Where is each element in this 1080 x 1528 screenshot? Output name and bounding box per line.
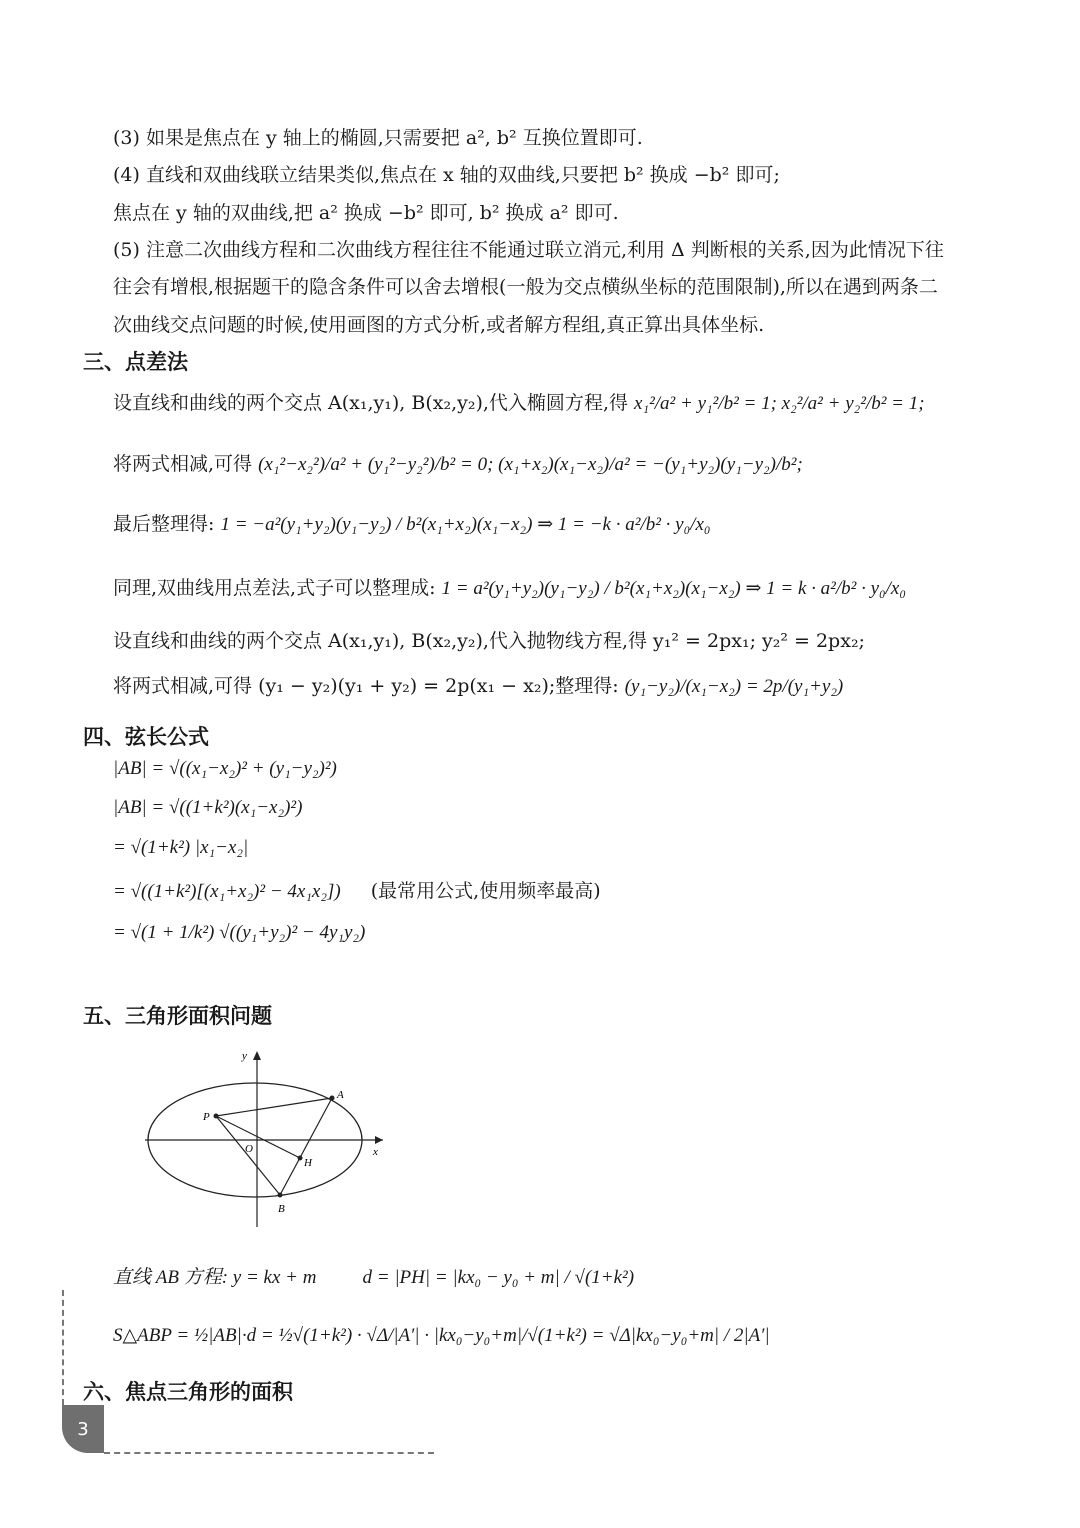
paragraph-4b: 焦点在 y 轴的双曲线,把 a² 换成 −b² 即可, b² 换成 a² 即可. <box>113 202 619 224</box>
label-O: O <box>245 1143 253 1155</box>
point-diff-line-4 <box>113 575 906 602</box>
point-diff-line-6-text: 将两式相减,可得 (y₁ − y₂)(y₁ + y₂) = 2p(x₁ − x₂);整理得: <box>113 675 619 697</box>
point-diff-line-1-text: 设直线和曲线的两个交点 A(x₁,y₁), B(x₂,y₂),代入椭圆方程,得 <box>113 392 628 414</box>
point-P <box>214 1114 219 1119</box>
label-B: B <box>278 1203 285 1215</box>
page-border-dashed-vertical <box>62 1290 64 1405</box>
area-formula: S△ABP = ½|AB|·d = ½√(1+k²) · √Δ/|A′| · |kx₀−y₀+m|/√(1+k²) = √Δ|kx₀−y₀+m| / 2|A′| <box>113 1325 770 1346</box>
chord-formula-5: = √(1 + 1/k²) √((y₁+y₂)² − 4y₁y₂) <box>113 922 366 943</box>
segment-PH <box>216 1116 300 1158</box>
label-P: P <box>203 1111 210 1123</box>
point-diff-line-2-text: 将两式相减,可得 <box>113 453 253 475</box>
chord-formula-2: |AB| = √((1+k²)(x₁−x₂)²) <box>113 797 303 818</box>
label-y: y <box>242 1050 247 1062</box>
point-diff-line-1-eq: x₁²/a² + y₁²/b² = 1; x₂²/a² + y₂²/b² = 1; <box>634 393 925 414</box>
paragraph-4a: (4) 直线和双曲线联立结果类似,焦点在 x 轴的双曲线,只要把 b² 换成 −b² 即可; <box>113 164 780 186</box>
point-diff-line-2-eq: (x₁²−x₂²)/a² + (y₁²−y₂²)/b² = 0; (x₁+x₂)(x₁−x₂)/a² = −(y₁+y₂)(y₁−y₂)/b²; <box>258 454 803 475</box>
chord-formula-4-note: (最常用公式,使用频率最高) <box>370 880 601 902</box>
point-diff-line-3 <box>113 511 711 538</box>
page-number: 3 <box>62 1405 104 1453</box>
x-axis-arrow <box>375 1136 383 1144</box>
ellipse-figure <box>140 1045 390 1230</box>
label-H: H <box>304 1157 312 1169</box>
point-B <box>278 1193 283 1198</box>
segment-PA <box>216 1098 332 1116</box>
distance-equation: d = |PH| = |kx₀ − y₀ + m| / √(1+k²) <box>362 1267 635 1288</box>
point-diff-line-2 <box>113 451 803 478</box>
y-axis-arrow <box>253 1051 261 1060</box>
section-heading-focal-triangle-area: 六、焦点三角形的面积 <box>83 1380 293 1404</box>
point-diff-line-4-text: 同理,双曲线用点差法,式子可以整理成: <box>113 577 436 599</box>
point-diff-line-4-eq: 1 = a²(y₁+y₂)(y₁−y₂) / b²(x₁+x₂)(x₁−x₂) ⇒ 1 = k · a²/b² · y₀/x₀ <box>441 578 906 599</box>
point-diff-line-6 <box>113 673 843 700</box>
section-heading-triangle-area: 五、三角形面积问题 <box>83 1004 272 1028</box>
paragraph-5b: 往会有增根,根据题干的隐含条件可以舍去增根(一般为交点横纵坐标的范围限制),所以在遇到两条二 <box>113 276 938 298</box>
point-H <box>298 1156 303 1161</box>
chord-formula-4-row <box>113 876 601 903</box>
chord-formula-4: = √((1+k²)[(x₁+x₂)² − 4x₁x₂]) <box>113 881 341 902</box>
chord-formula-1: |AB| = √((x₁−x₂)² + (y₁−y₂)²) <box>113 758 337 779</box>
point-diff-line-5: 设直线和曲线的两个交点 A(x₁,y₁), B(x₂,y₂),代入抛物线方程,得 y₁² = 2px₁; y₂² = 2px₂; <box>113 630 865 652</box>
point-diff-line-3-text: 最后整理得: <box>113 513 215 535</box>
section-heading-point-difference: 三、点差法 <box>83 350 188 374</box>
point-diff-line-1 <box>113 390 925 417</box>
page-border-dashed-horizontal <box>104 1452 434 1454</box>
label-x: x <box>373 1146 378 1158</box>
point-A <box>330 1096 335 1101</box>
point-diff-line-6-eq: (y₁−y₂)/(x₁−x₂) = 2p/(y₁+y₂) <box>624 676 844 697</box>
area-line-1 <box>113 1262 634 1289</box>
segment-AB <box>280 1098 332 1195</box>
label-A: A <box>337 1089 344 1101</box>
point-diff-line-3-eq: 1 = −a²(y₁+y₂)(y₁−y₂) / b²(x₁+x₂)(x₁−x₂) ⇒ 1 = −k · a²/b² · y₀/x₀ <box>220 514 711 535</box>
line-AB-equation: 直线 AB 方程: y = kx + m <box>113 1267 317 1288</box>
chord-formula-3: = √(1+k²) |x₁−x₂| <box>113 837 249 858</box>
paragraph-3: (3) 如果是焦点在 y 轴上的椭圆,只需要把 a², b² 互换位置即可. <box>113 127 643 149</box>
section-heading-chord-length: 四、弦长公式 <box>83 725 209 749</box>
segment-PB <box>216 1116 280 1195</box>
paragraph-5a: (5) 注意二次曲线方程和二次曲线方程往往不能通过联立消元,利用 Δ 判断根的关系,因为此情况下往 <box>113 239 944 261</box>
paragraph-5c: 次曲线交点问题的时候,使用画图的方式分析,或者解方程组,真正算出具体坐标. <box>113 314 765 336</box>
